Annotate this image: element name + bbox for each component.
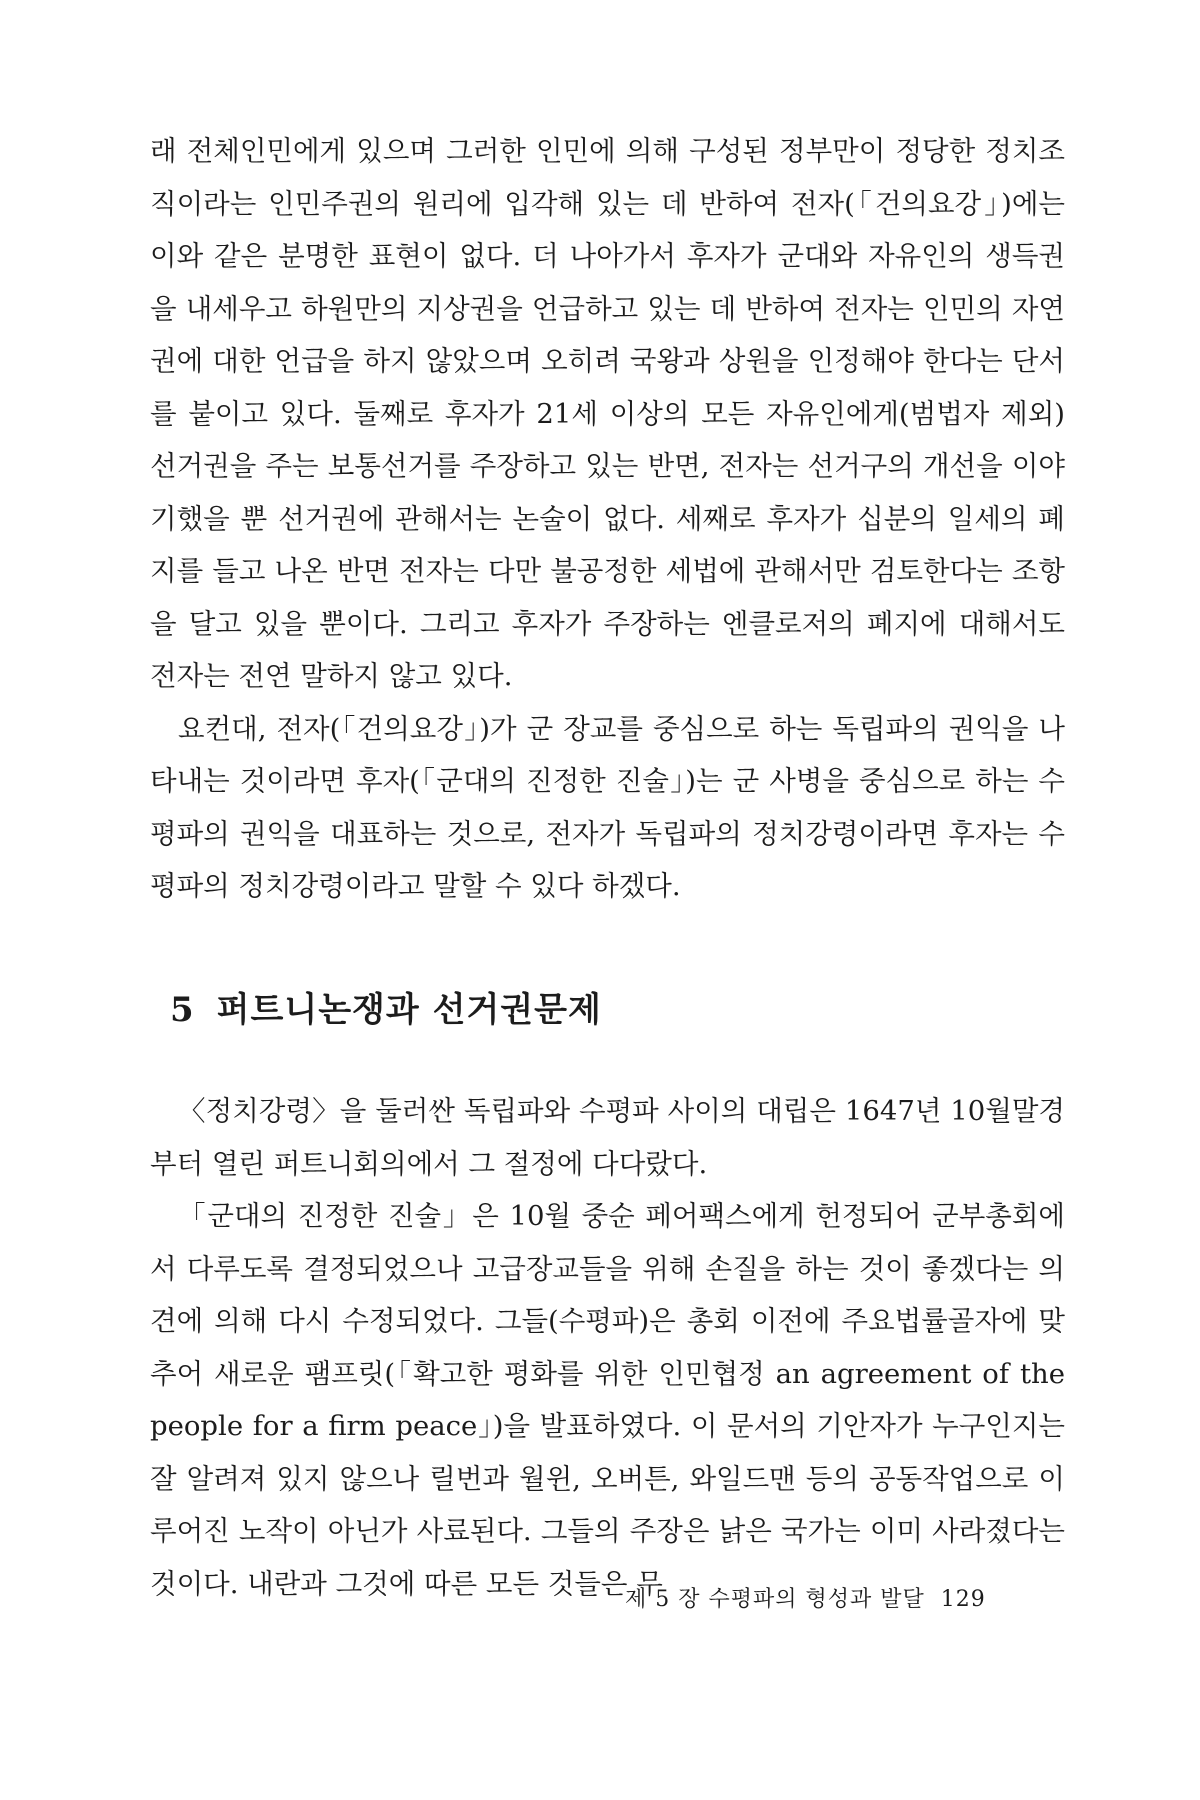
section2-body bbox=[150, 1085, 1065, 1610]
section-heading bbox=[170, 990, 602, 1030]
body-paragraph-1: 래 전체인민에게 있으며 그러한 인민에 의해 구성된 정부만이 정당한 정치조직이라는 인민주권의 원리에 입각해 있는 데 반하여 전자(「건의요강」)에는 이와 같은 분명한 표현이 없다. 더 나아가서 후자가 군대와 자유인의 생득권을 내세우고 하원만의 지상권을 언급하고 있는 데 반하여 전자는 인민의 자연권에 대한 언급을 하지 않았으며 오히려 국왕과 상원을 인정해야 한다는 단서를 붙이고 있다. 둘째로 후자가 21세 이상의 모든 자유인에게(범법자 제외) 선거권을 주는 보통선거를 주장하고 있는 반면, 전자는 선거구의 개선을 이야기했을 뿐 선거권에 관해서는 논술이 없다. 세째로 후자가 십분의 일세의 폐지를 들고 나온 반면 전자는 다만 불공정한 세법에 관해서만 검토한다는 조항을 달고 있을 뿐이다. 그리고 후자가 주장하는 엔클로저의 폐지에 대해서도 전자는 전연 말하지 않고 있다. bbox=[150, 135, 1065, 692]
section-number: 5 bbox=[170, 990, 195, 1030]
body-paragraph-3: 〈정치강령〉을 둘러싼 독립파와 수평파 사이의 대립은 1647년 10월말경부터 열린 퍼트니회의에서 그 절정에 다다랐다. bbox=[150, 1095, 1065, 1180]
body-paragraph-4: 「군대의 진정한 진술」은 10월 중순 페어팩스에게 헌정되어 군부총회에서 다루도록 결정되었으나 고급장교들을 위해 손질을 하는 것이 좋겠다는 의견에 의해 다시 수정되었다. 그들(수평파)은 총회 이전에 주요법률골자에 맞추어 새로운 팸프릿(「확고한 평화를 위한 인민협정 an agreement of the people for a firm peace」)을 발표하였다. 이 문서의 기안자가 누구인지는 잘 알려져 있지 않으나 릴번과 월윈, 오버튼, 와일드맨 등의 공동작업으로 이루어진 노작이 아닌가 사료된다. 그들의 주장은 낡은 국가는 이미 사라졌다는 것이다. 내란과 그것에 따른 모든 것들은 무 bbox=[150, 1200, 1065, 1600]
section-title: 퍼트니논쟁과 선거권문제 bbox=[216, 990, 602, 1030]
section1-body bbox=[150, 125, 1065, 913]
page-number: 129 bbox=[940, 1587, 986, 1612]
page-footer bbox=[625, 1585, 986, 1615]
running-chapter-title: 제 5 장 수평파의 형성과 발달 bbox=[625, 1587, 925, 1612]
body-paragraph-2: 요컨대, 전자(「건의요강」)가 군 장교를 중심으로 하는 독립파의 권익을 나타내는 것이라면 후자(「군대의 진정한 진술」)는 군 사병을 중심으로 하는 수평파의 권익을 대표하는 것으로, 전자가 독립파의 정치강령이라면 후자는 수평파의 정치강령이라고 말할 수 있다 하겠다. bbox=[150, 712, 1065, 902]
